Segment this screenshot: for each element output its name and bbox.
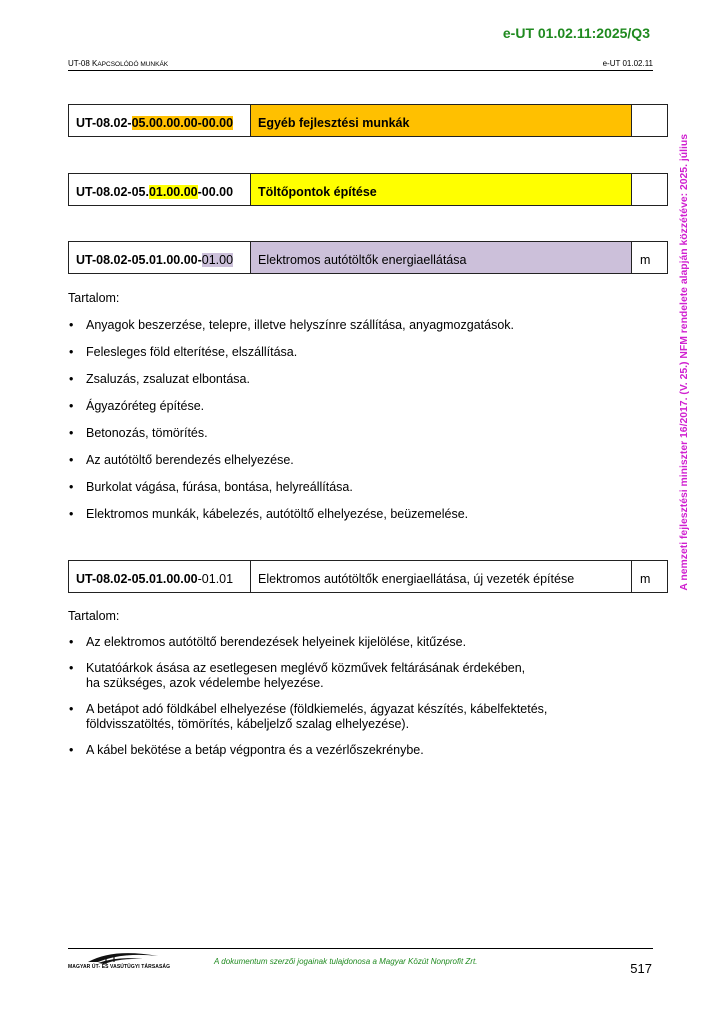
code-row-uj-vezetek: [68, 560, 668, 593]
unit-cell: m: [640, 253, 651, 267]
list-item: • Az elektromos autótöltő berendezések helyeinek kijelölése, kitűzése.: [68, 635, 628, 650]
tartalom-label-2: Tartalom:: [68, 609, 120, 623]
code-row-energiaellatas: [68, 241, 668, 274]
header-section-title: UT-08 KAPCSOLÓDÓ MUNKÁK: [68, 59, 169, 68]
page-number: 517: [630, 961, 652, 976]
society-logo-text: MAGYAR ÚT- ÉS VASÚTÜGYI TÁRSASÁG: [68, 964, 171, 970]
list-item: • A kábel bekötése a betáp végpontra és a vezérlőszekrénybe.: [68, 743, 628, 758]
tartalom-label-1: Tartalom:: [68, 291, 120, 305]
list-item: • A betápot adó földkábel elhelyezése (földkiemelés, ágyazat készítés, kábelfektetés, földvisszatöltés, tömörítés, kábeljelző szalag elhelyezése).: [68, 702, 628, 732]
code-cell: UT-08.02- 05.00.00.00 -00.00: [69, 105, 251, 136]
running-header: [68, 59, 653, 71]
header-doc-ref: e-UT 01.02.11: [602, 59, 653, 68]
code-row-toltopontok: [68, 173, 668, 206]
title-cell: Egyéb fejlesztési munkák: [251, 105, 632, 136]
list-item: • Burkolat vágása, fúrása, bontása, helyreállítása.: [68, 480, 628, 495]
title-cell: Elektromos autótöltők energiaellátása: [251, 242, 632, 273]
list-item: • Ágyazóréteg építése.: [68, 399, 628, 414]
code-row-egyeb: [68, 104, 668, 137]
title-cell: Töltőpontok építése: [251, 174, 632, 205]
list-item: • Elektromos munkák, kábelezés, autótöltő elhelyezése, beüzemelése.: [68, 507, 628, 522]
list-item: • Az autótöltő berendezés elhelyezése.: [68, 453, 628, 468]
document-code: e-UT 01.02.11:2025/Q3: [502, 25, 650, 41]
copyright-notice: A dokumentum szerzői jogainak tulajdonosa a Magyar Közút Nonprofit Zrt.: [214, 957, 478, 966]
title-cell: Elektromos autótöltők energiaellátása, új vezeték építése: [251, 561, 632, 592]
unit-cell: m: [640, 572, 651, 586]
list-item: • Felesleges föld elterítése, elszállítása.: [68, 345, 628, 360]
list-item: • Kutatóárkok ásása az esetlegesen meglévő közművek feltárásának érdekében, ha szükséges, azok védelembe helyezése.: [68, 661, 628, 691]
code-cell: UT-08.02-05.01.00.00 -01.01: [69, 561, 251, 592]
code-cell: UT-08.02-05. 01.00.00 -00.00: [69, 174, 251, 205]
list-item: • Zsaluzás, zsaluzat elbontása.: [68, 372, 628, 387]
publication-note: [676, 95, 692, 630]
list-item: • Betonozás, tömörítés.: [68, 426, 628, 441]
list-item: • Anyagok beszerzése, telepre, illetve helyszínre szállítása, anyagmozgatások.: [68, 318, 628, 333]
code-cell: UT-08.02-05.01.00.00- 01.00: [69, 242, 251, 273]
publication-note-text: A nemzeti fejlesztési miniszter 16/2017. (V. 25.) NFM rendelete alapján közzétéve: 2025. július: [678, 134, 690, 591]
content-list-2: [68, 635, 628, 758]
society-logo-icon: [68, 950, 163, 974]
footer-divider: [68, 948, 653, 949]
unit-cell: [632, 174, 667, 205]
content-list-1: [68, 318, 628, 522]
unit-cell: [632, 105, 667, 136]
